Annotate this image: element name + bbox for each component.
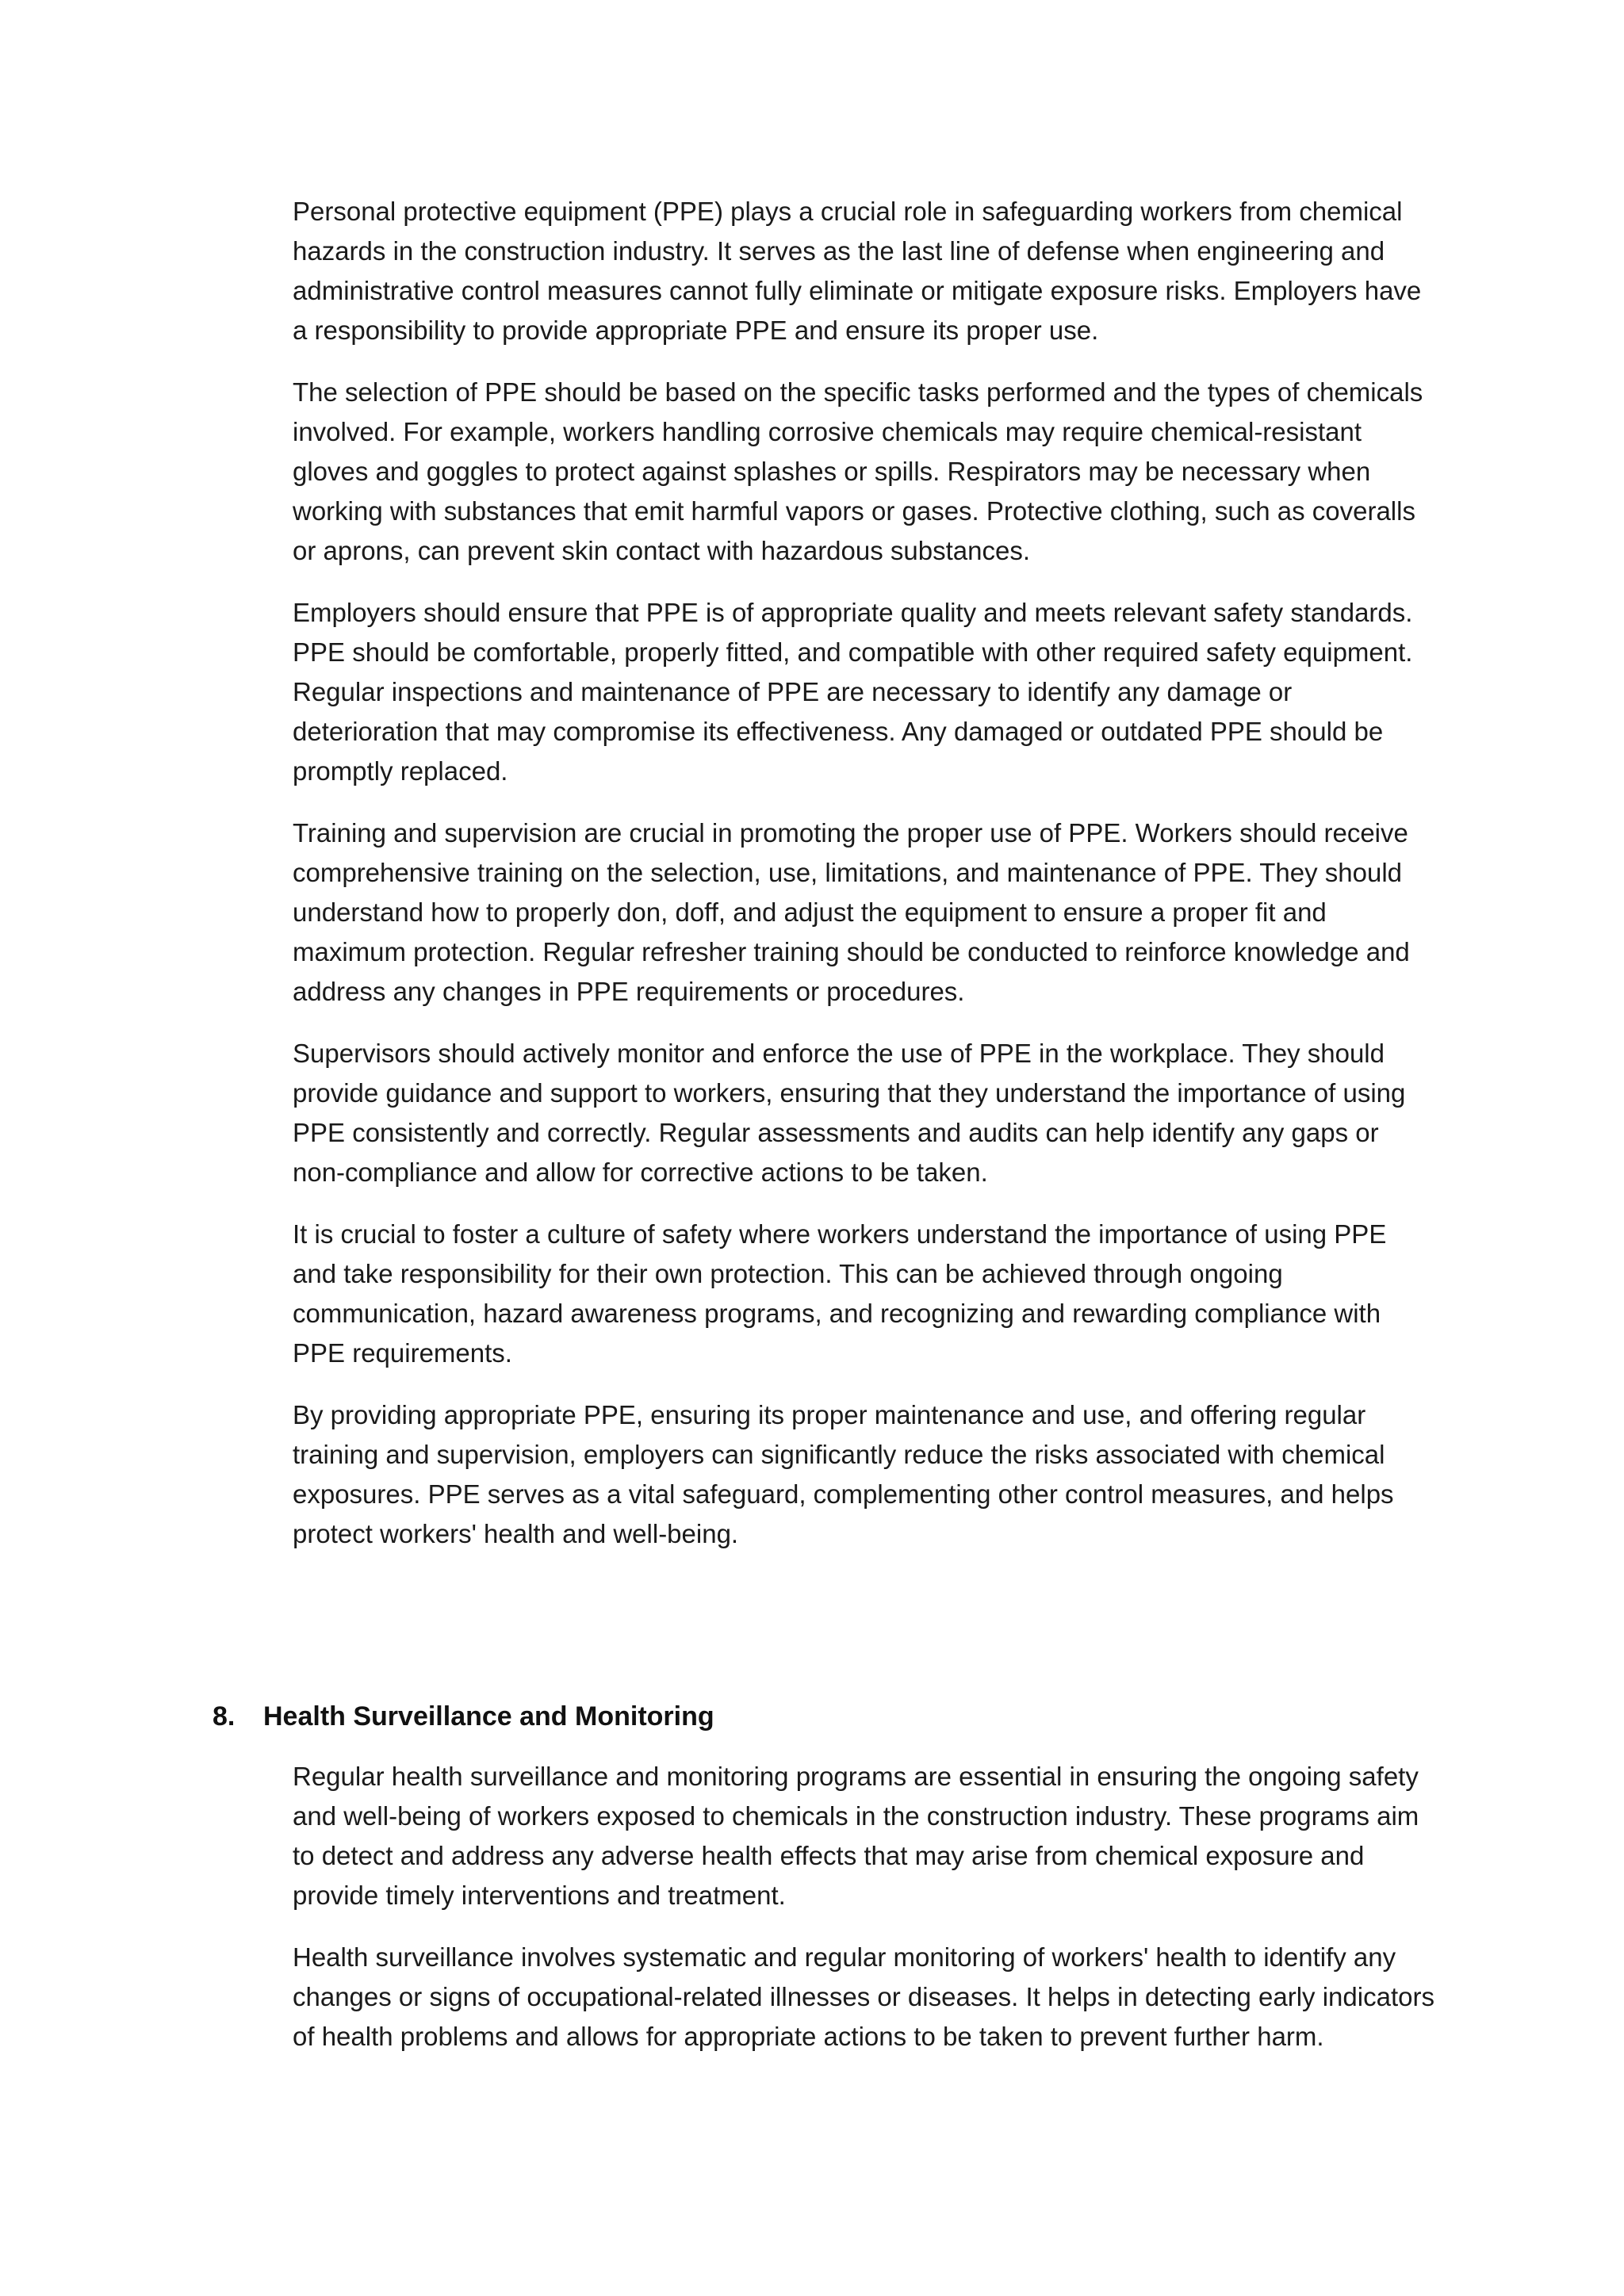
section-title: Health Surveillance and Monitoring [263, 1701, 714, 1732]
paragraph-ppe-role: Personal protective equipment (PPE) plays a crucial role in safeguarding workers from chemical hazards in the construction industry. It serves as the last line of defense when engineering and administrative control measures cannot fully eliminate or mitigate exposure risks. Employers have a responsibility to provide appropriate PPE and ensure its proper use. [293, 197, 1422, 345]
paragraph-ppe-selection: The selection of PPE should be based on the specific tasks performed and the types of chemicals involved. For example, workers handling corrosive chemicals may require chemical-resistant gloves and goggles to protect against splashes or spills. Respirators may be necessary when working with substances that emit harmful vapors or gases. Protective clothing, such as coveralls or aprons, can prevent skin contact with hazardous substances. [293, 377, 1423, 565]
section-heading [213, 1697, 1481, 1736]
ppe-body [293, 192, 1434, 1576]
paragraph-surveillance-programs: Regular health surveillance and monitoring programs are essential in ensuring the ongoing safety and well-being of workers exposed to chemicals in the construction industry. These programs aim to detect and address any adverse health effects that may arise from chemical exposure and provide timely interventions and treatment. [293, 1762, 1419, 1910]
section-heading-block [213, 1697, 1481, 1736]
section-number: 8. [213, 1701, 236, 1732]
paragraph-supervisors: Supervisors should actively monitor and enforce the use of PPE in the workplace. They should provide guidance and support to workers, ensuring that they understand the importance of using PPE consistently and correctly. Regular assessments and audits can help identify any gaps or non-compliance and allow for corrective actions to be taken. [293, 1039, 1406, 1187]
paragraph-safety-culture: It is crucial to foster a culture of safety where workers understand the importance of using PPE and take responsibility for their own protection. This can be achieved through ongoing communication, hazard awareness programs, and recognizing and rewarding compliance with PPE requirements. [293, 1219, 1387, 1368]
paragraph-ppe-quality: Employers should ensure that PPE is of appropriate quality and meets relevant safety standards. PPE should be comfortable, properly fitted, and compatible with other required safety equipment. Regular inspections and maintenance of PPE are necessary to identify any damage or deterioration that may compromise its effectiveness. Any damaged or outdated PPE should be promptly replaced. [293, 598, 1413, 786]
paragraph-surveillance-definition: Health surveillance involves systematic and regular monitoring of workers' health to identify any changes or signs of occupational-related illnesses or diseases. It helps in detecting early indicators of health problems and allows for appropriate actions to be taken to prevent further harm. [293, 1942, 1434, 2051]
paragraph-conclusion: By providing appropriate PPE, ensuring its proper maintenance and use, and offering regular training and supervision, employers can significantly reduce the risks associated with chemical exposures. PPE serves as a vital safeguard, complementing other control measures, and helps protect workers' health and well-being. [293, 1400, 1394, 1548]
section-body [293, 1757, 1434, 2079]
paragraph-training: Training and supervision are crucial in promoting the proper use of PPE. Workers should receive comprehensive training on the selection, use, limitations, and maintenance of PPE. They should understand how to properly don, doff, and adjust the equipment to ensure a proper fit and maximum protection. Regular refresher training should be conducted to reinforce knowledge and address any changes in PPE requirements or procedures. [293, 818, 1410, 1006]
